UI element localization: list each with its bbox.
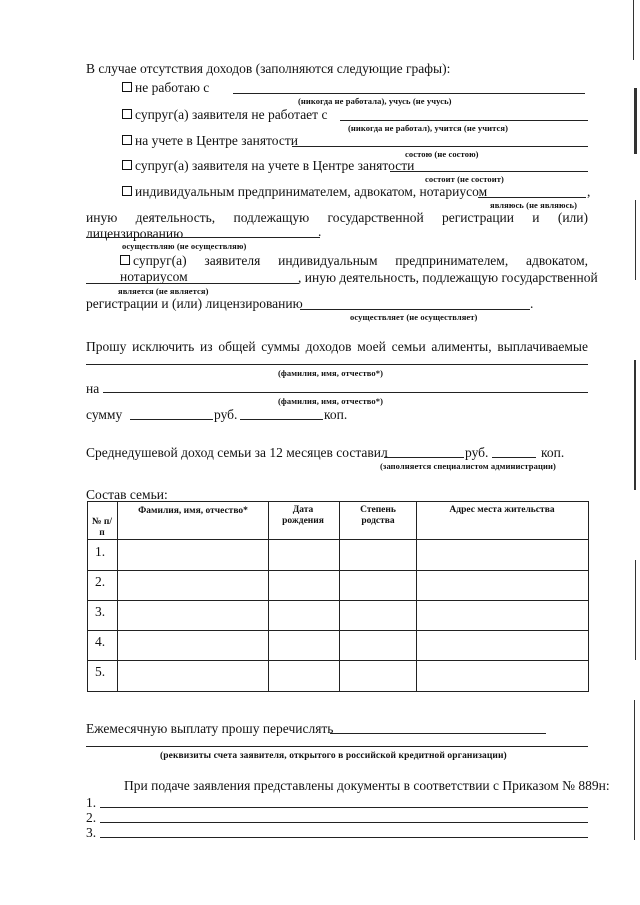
period: . (530, 296, 534, 311)
input-line[interactable] (330, 733, 546, 734)
col-header-relation: Степень родства (360, 505, 396, 526)
alimony-on-label: на (86, 381, 100, 396)
table-row-number: 4. (95, 634, 106, 649)
hint-not-working: (никогда не работала), учусь (не учусь) (298, 96, 452, 106)
item-spouse-employment-center: супруг(а) заявителя на учете в Центре занятости (122, 158, 414, 174)
avg-income-hint: (заполняется специалистом администрации) (380, 461, 556, 471)
no-income-intro: В случае отсутствия доходов (заполняются следующие графы): (86, 61, 451, 76)
item-spouse-entrepreneur-mid: , иную деятельность, подлежащую государственной (298, 270, 598, 285)
item-entrepreneur: индивидуальным предпринимателем, адвокатом, нотариусом (122, 184, 487, 200)
hint-spouse-activity: осуществляет (не осуществляет) (350, 312, 478, 322)
input-line[interactable] (100, 807, 588, 808)
item-spouse-entrepreneur-cont: регистрации и (или) лицензированию (86, 296, 303, 311)
avg-income-kop: коп. (541, 445, 565, 460)
table-row-number: 5. (95, 664, 106, 679)
item-not-working: не работаю с (122, 80, 209, 96)
comma: , (587, 184, 591, 199)
alimony-rub: руб. (214, 407, 238, 422)
col-header-number: № п/п (91, 517, 113, 538)
hint-entrepreneur: являюсь (не являюсь) (490, 200, 577, 210)
hint-employment-center: состою (не состою) (405, 149, 479, 159)
avg-income-text: Среднедушевой доход семьи за 12 месяцев составил (86, 445, 388, 460)
item-spouse-not-working: супруг(а) заявителя не работает с (122, 107, 327, 123)
table-row-number: 3. (95, 604, 106, 619)
item-entrepreneur-continued: иную деятельность, подлежащую государственной регистрации и (или) лицензированию (86, 210, 588, 241)
period: . (318, 224, 322, 239)
input-line[interactable] (100, 837, 588, 838)
col-header-address: Адрес места жительства (449, 505, 555, 515)
hint-spouse-employment-center: состоит (не состоит) (425, 174, 504, 184)
table-row-number: 2. (95, 574, 106, 589)
item-spouse-entrepreneur: супруг(а) заявителя индивидуальным предпринимателем, адвокатом, нотариусом (120, 253, 588, 284)
alimony-text: Прошу исключить из общей суммы доходов моей семьи алименты, выплачиваемые (86, 339, 588, 354)
col-header-birthdate: Дата рождения (282, 505, 324, 526)
col-header-name: Фамилия, имя, отчество* (138, 506, 248, 516)
item-employment-center: на учете в Центре занятости (122, 133, 298, 149)
input-line[interactable] (86, 746, 588, 747)
payment-hint: (реквизиты счета заявителя, открытого в российской кредитной организации) (160, 751, 507, 761)
document-item-number: 1. (86, 795, 97, 810)
input-line[interactable] (100, 822, 588, 823)
documents-text: При подаче заявления представлены документы в соответствии с Приказом № 889н: (124, 778, 610, 793)
payment-text: Ежемесячную выплату прошу перечислять (86, 721, 334, 736)
alimony-hint-2: (фамилия, имя, отчество*) (278, 396, 383, 406)
hint-spouse-entrepreneur: является (не является) (118, 286, 209, 296)
hint-spouse-not-working: (никогда не работал), учится (не учится) (348, 123, 509, 133)
document-item-number: 3. (86, 825, 97, 840)
alimony-kop: коп. (324, 407, 348, 422)
avg-income-rub: руб. (465, 445, 489, 460)
document-item-number: 2. (86, 810, 97, 825)
alimony-sum-label: сумму (86, 407, 123, 422)
alimony-hint-1: (фамилия, имя, отчество*) (278, 368, 383, 378)
hint-entrepreneur-activity: осуществляю (не осуществляю) (122, 241, 247, 251)
table-row-number: 1. (95, 544, 106, 559)
family-title: Состав семьи: (86, 487, 168, 502)
